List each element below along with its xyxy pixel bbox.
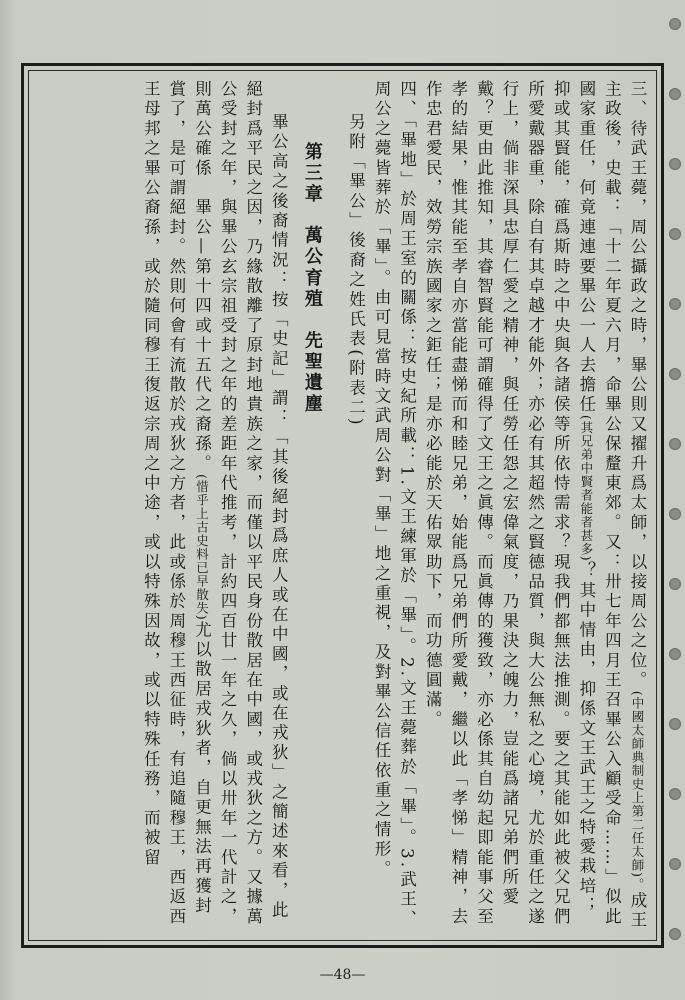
vertical-text-body xyxy=(36,80,650,932)
appendix-note: 另附「畢公」後裔之姓氏表(附表二) xyxy=(346,113,366,428)
chapter-number: 第三章 xyxy=(301,142,323,206)
paragraph-four: 四、「畢地」於周王室的關係：按史紀所載：1.文王練軍於「畢」。2.文王薨葬於「畢」。3.武王、周公之薨皆葬於「畢」。由可見當時文武周公對「畢」地之重視，及對畢公信任依重之情形。 xyxy=(372,80,417,930)
chapter-subtitle: 先聖遺塵 xyxy=(301,330,323,416)
chapter-heading xyxy=(299,80,325,932)
binding-holes xyxy=(663,0,685,1000)
chapter-body-paragraph: 畢公高之後裔情況：按「史記」謂：「其後絕封爲庶人或在中國，或在戎狄」之簡述來看，此絕封爲平民之因，乃緣散離了原封地貴族之家，而僅以平民身份散居在中國，或戎狄之方。又據萬公受封之年，與畢公玄宗祖受封之年的差距年代推考，計約四百廿一年之久，倘以卅年一代計之，則萬公確係 畢公—第十四或十五代之裔孫。(惜乎上古史料已早散失)尤以散居戎狄者，自更無法再獲封賞了，是可謂絕封。然則何會有流散於戎狄之方者，此或係於周穆王西征時，有追隨穆王，西返西王母邦之畢公裔孫，或於隨同穆王復返宗周之中途，或以特殊因故，或以特殊任務，而被留 xyxy=(141,80,289,928)
chapter-title: 萬公育殖 xyxy=(301,225,323,311)
paragraph-three: 三、待武王薨，周公攝政之時，畢公則又擢升爲太師，以接周公之位。(中國太師典制史上第二任太師)。成王主政後，史載：「十二年夏六月，命畢公保釐東郊。又：卅七年四月王召畢公入顧受命……」似此國家重任，何竟連連要畢公一人去擔任(其兄弟中賢者能者甚多)？其中情由，抑係文王武王之特愛栽培；抑或其賢能，確爲斯時之中央與各諸侯等所依恃需求？現我們都無法推測。要之其能如此被父兄們所愛戴器重，除自有其卓越才能外；亦必有其超然之賢德品質，與大公無私之心境，尤於重任之遂行上，倘非深具忠厚仁愛之精神，與任勞任怨之宏偉氣度，乃果決之魄力，豈能爲諸兄弟們所愛戴？更由此推知，其睿智賢能可謂確得了文王之眞傳。而眞傳的獲致，亦必係其自幼起即能事父至孝的結果，惟其能至孝自亦當能盡悌而和睦兄弟，始能爲兄弟們所愛戴，繼以此「孝悌」精神，去作忠君愛民，效勞宗族國家之鉅任；是亦必能於天佑眾助下，而功德圓滿。 xyxy=(423,80,647,931)
page-number: —48— xyxy=(319,967,366,983)
